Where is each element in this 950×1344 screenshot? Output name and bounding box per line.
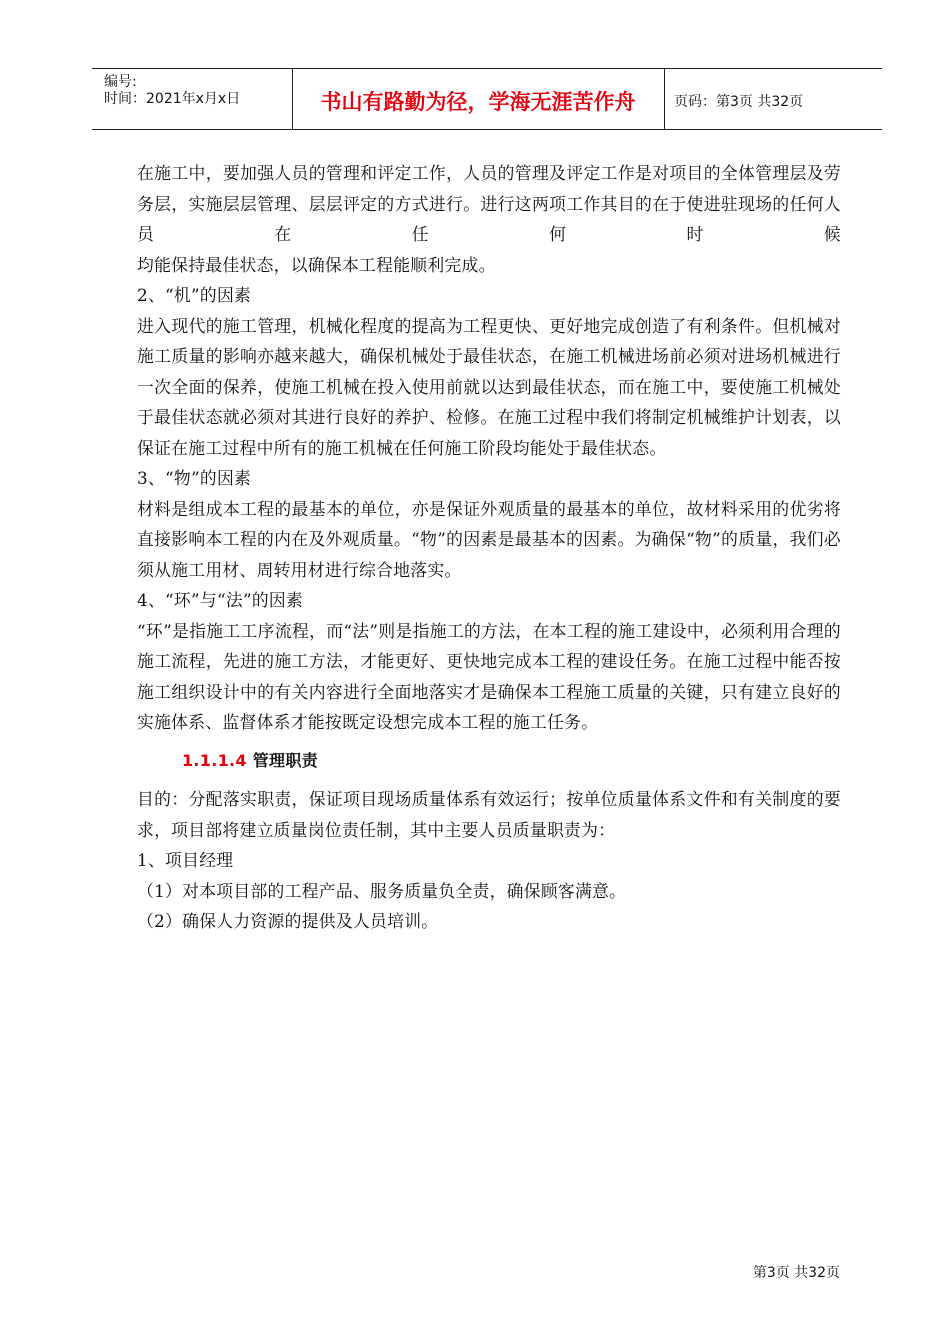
body-paragraph: 在施工中，要加强人员的管理和评定工作，人员的管理及评定工作是对项目的全体管理层及劳务层，实施层层管理、层层评定的方式进行。进行这两项工作其目的在于使进驻现场的任何人员在任何时候 bbox=[137, 163, 841, 244]
subheading-material: 3、“物”的因素 bbox=[137, 468, 252, 488]
list-item: （1）对本项目部的工程产品、服务质量负全责，确保顾客满意。 bbox=[137, 880, 627, 901]
page-footer: 第3页 共32页 bbox=[752, 1265, 840, 1281]
list-item: （2）确保人力资源的提供及人员培训。 bbox=[137, 911, 439, 931]
section-title: 管理职责 bbox=[252, 750, 318, 770]
section-number: 1.1.1.4 bbox=[182, 750, 247, 770]
subheading-environment-method: 4、“环”与“法”的因素 bbox=[137, 590, 304, 610]
header-page-cell bbox=[664, 69, 882, 129]
page-header bbox=[92, 68, 882, 130]
subheading-project-manager: 1、项目经理 bbox=[137, 850, 234, 870]
time-label: 时间：2021年x月x日 bbox=[104, 91, 241, 107]
header-page-info: 页码：第3页 共32页 bbox=[674, 94, 804, 110]
header-motto: 书山有路勤为径，学海无涯苦作舟 bbox=[320, 90, 636, 114]
body-paragraph: 材料是组成本工程的最基本的单位，亦是保证外观质量的最基本的单位，故材料采用的优劣将直接影响本工程的内在及外观质量。“物”的因素是最基本的因素。为确保“物”的质量，我们必须从施工用材、周转用材进行综合地落实。 bbox=[137, 498, 841, 580]
header-motto-cell bbox=[292, 69, 665, 129]
body-paragraph: “环”是指施工工序流程，而“法”则是指施工的方法，在本工程的施工建设中，必须利用合理的施工流程，先进的施工方法，才能更好、更快地完成本工程的建设任务。在施工过程中能否按施工组织设计中的有关内容进行全面地落实才是确保本工程施工质量的关键，只有建立良好的实施体系、监督体系才能按既定设想完成本工程的施工任务。 bbox=[137, 620, 841, 732]
body-paragraph: 均能保持最佳状态，以确保本工程能顺利完成。 bbox=[137, 254, 496, 275]
document-body bbox=[137, 158, 841, 937]
body-paragraph: 进入现代的施工管理，机械化程度的提高为工程更快、更好地完成创造了有利条件。但机械对施工质量的影响亦越来越大，确保机械处于最佳状态，在施工机械进场前必须对进场机械进行一次全面的保养，使施工机械在投入使用前就以达到最佳状态，而在施工中，要使施工机械处于最佳状态就必须对其进行良好的养护、检修。在施工过程中我们将制定机械维护计划表，以保证在施工过程中所有的施工机械在任何施工阶段均能处于最佳状态。 bbox=[137, 315, 841, 458]
code-label: 编号: bbox=[104, 74, 137, 90]
subheading-machine: 2、“机”的因素 bbox=[137, 285, 252, 305]
header-meta-cell bbox=[92, 69, 293, 129]
section-heading bbox=[137, 738, 841, 785]
body-paragraph: 目的：分配落实职责，保证项目现场质量体系有效运行；按单位质量体系文件和有关制度的要求，项目部将建立质量岗位责任制，其中主要人员质量职责为： bbox=[137, 789, 841, 840]
